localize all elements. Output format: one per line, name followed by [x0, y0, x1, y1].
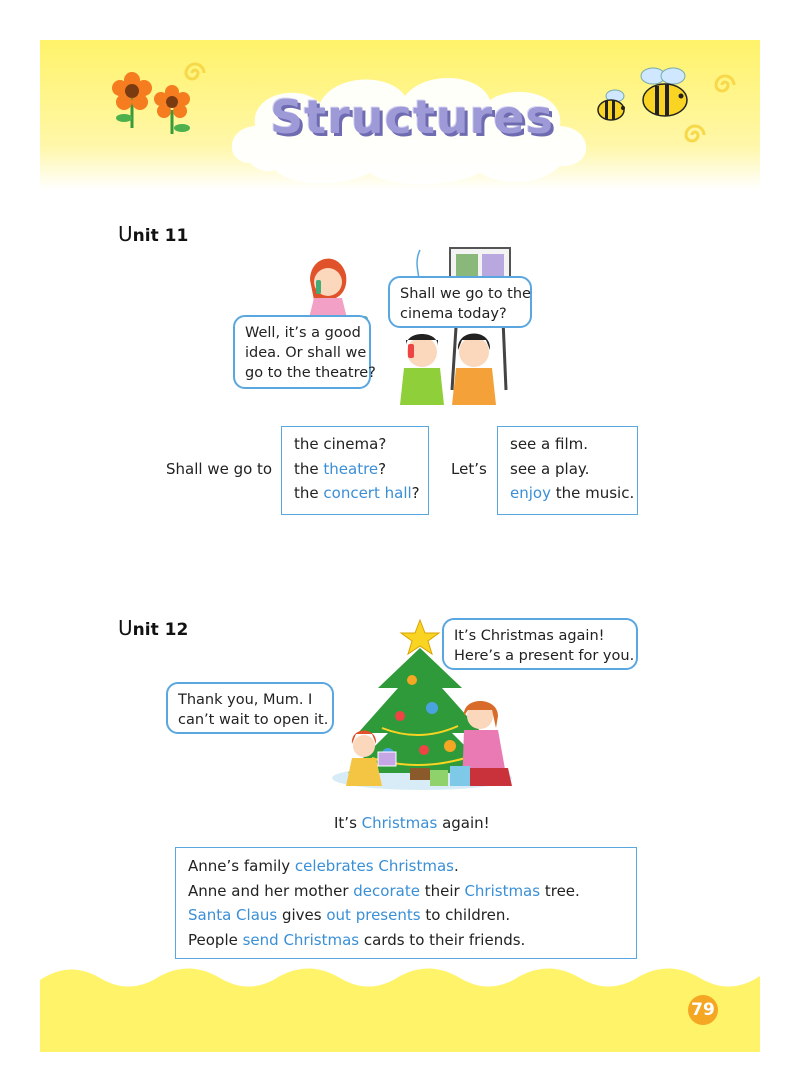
- speech-bubble-mother: It’s Christmas again! Here’s a present for you.: [442, 618, 638, 670]
- footer-band: [40, 960, 760, 1052]
- activities-box: [497, 426, 638, 515]
- place-cinema: the cinema?: [294, 435, 387, 453]
- sentences-box: [175, 847, 637, 959]
- sentence-3: Santa Claus gives out presents to children.: [188, 906, 511, 924]
- sentence-2: Anne and her mother decorate their Christmas tree.: [188, 881, 580, 900]
- swirl-icon: [710, 70, 740, 100]
- unit-11-heading: Unit 11: [118, 222, 189, 246]
- sentence-4: People send Christmas cards to their friends.: [188, 930, 526, 949]
- christmas-caption: It’s Christmas again!: [334, 814, 490, 832]
- unit-12-heading: Unit 12: [118, 616, 189, 640]
- speech-bubble-girl: Well, it’s a good idea. Or shall we go to the theatre?: [233, 315, 371, 389]
- bees-icon: [595, 62, 705, 132]
- place-theatre: the theatre?: [294, 459, 387, 478]
- flowers-icon: [110, 66, 200, 136]
- page-title: Structures: [270, 90, 554, 144]
- speech-bubble-anne: Thank you, Mum. I can’t wait to open it.: [166, 682, 334, 734]
- activity-play: see a play.: [510, 459, 590, 478]
- lets-label: Let’s: [451, 460, 487, 478]
- shall-we-go-label: Shall we go to: [166, 460, 273, 478]
- place-concert-hall: the concert hall?: [294, 484, 420, 502]
- page: [40, 40, 760, 1052]
- activity-music: enjoy the music.: [510, 484, 635, 502]
- activity-film: see a film.: [510, 435, 588, 453]
- speech-bubble-boy: Shall we go to the cinema today?: [388, 276, 532, 328]
- places-box: [281, 426, 429, 515]
- page-number: 79: [688, 995, 718, 1025]
- sentence-1: Anne’s family celebrates Christmas.: [188, 857, 459, 875]
